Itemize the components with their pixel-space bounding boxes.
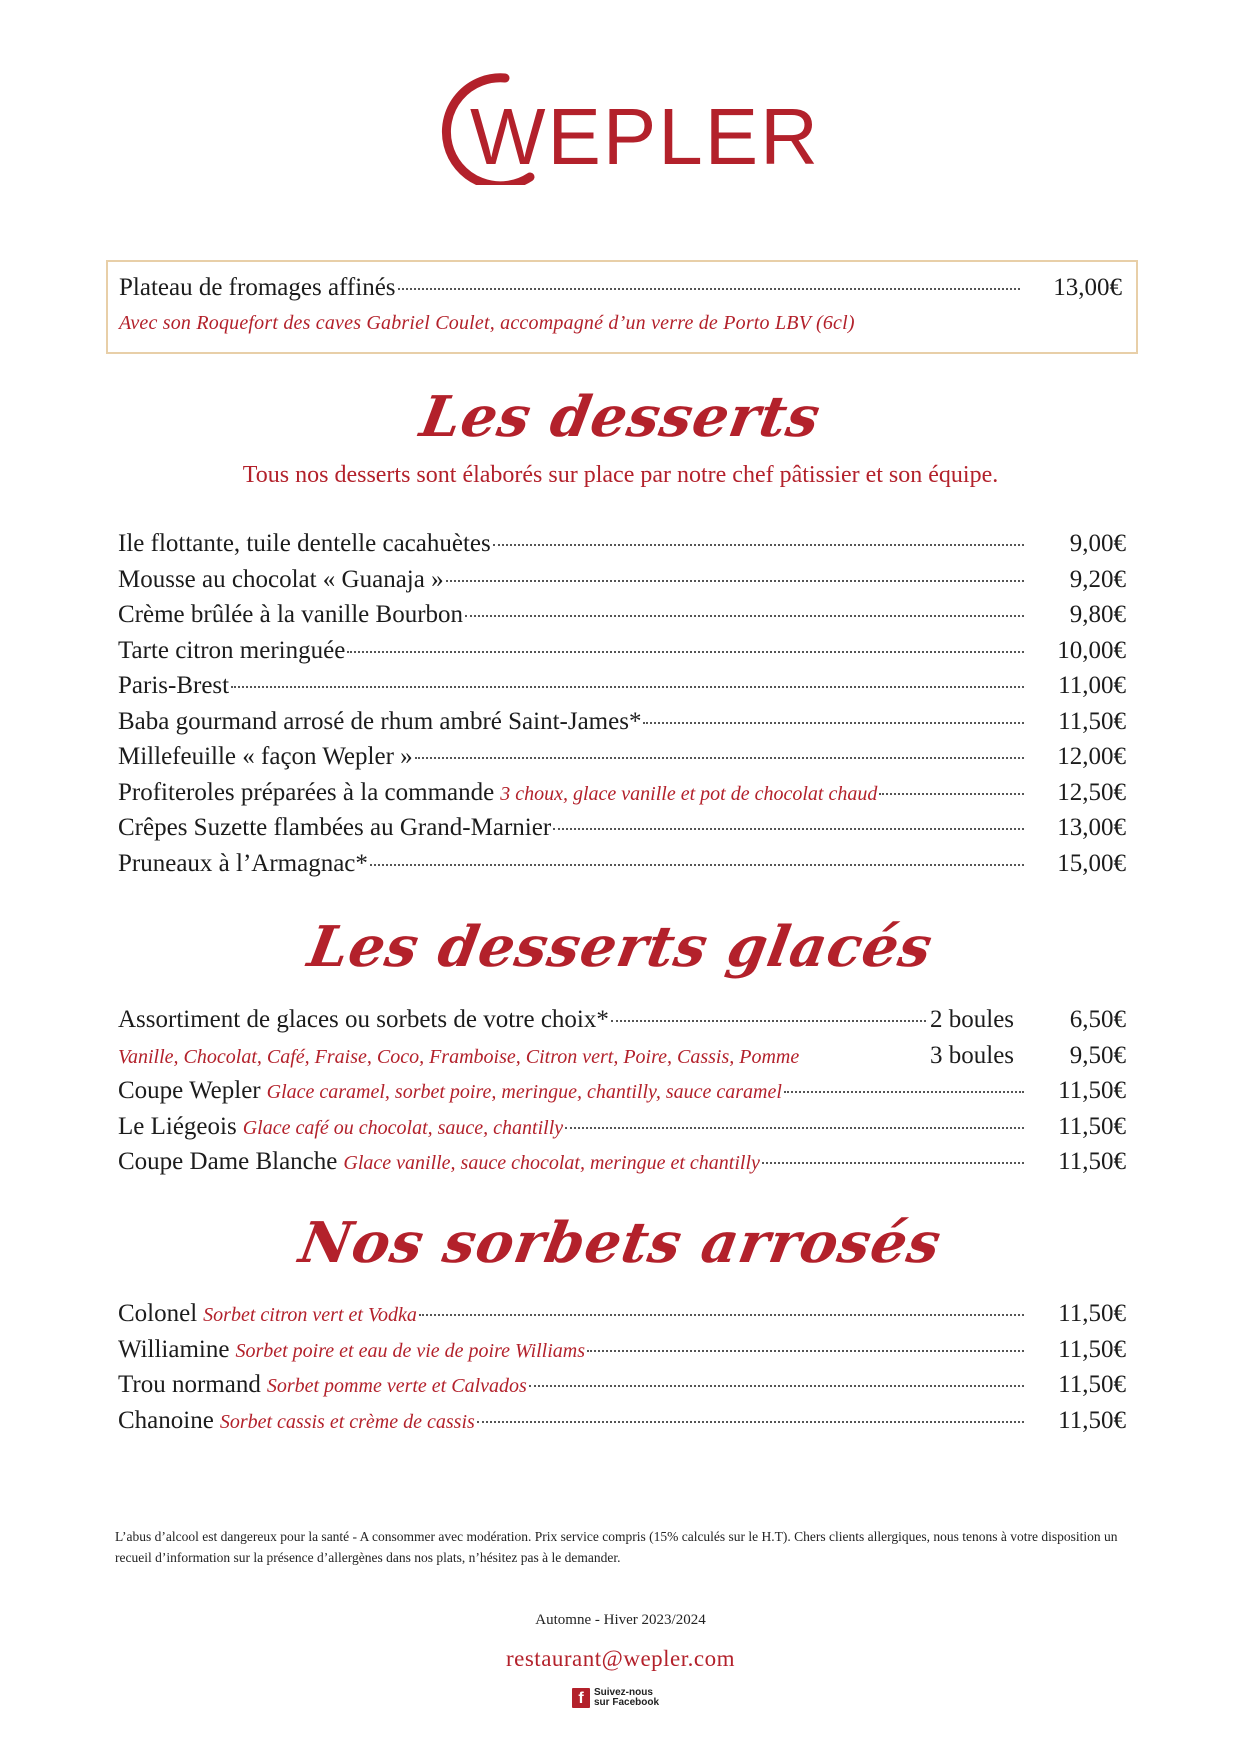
item-price: 11,00€	[1058, 672, 1126, 699]
assortment-item	[118, 1006, 1126, 1042]
item-name: Crêpes Suzette flambées au Grand-Marnier	[118, 814, 552, 841]
sorbets-title: Nos sorbets arrosés	[294, 1210, 947, 1276]
menu-item	[118, 1300, 1126, 1336]
sorbets-list	[118, 1300, 1126, 1442]
menu-item	[118, 743, 1126, 779]
item-name: Plateau de fromages affinés	[119, 274, 396, 301]
item-price: 13,00€	[1053, 274, 1122, 301]
item-name: Coupe Wepler	[118, 1077, 261, 1104]
item-price: 11,50€	[1058, 707, 1126, 735]
item-description: Sorbet pomme verte et Calvados	[266, 1375, 527, 1397]
leader-dots	[553, 828, 1024, 830]
item-name: Crème brûlée à la vanille Bourbon	[118, 601, 464, 628]
item-name: Assortiment de glaces ou sorbets de votre choix*	[118, 1006, 609, 1033]
desserts-list	[118, 530, 1126, 885]
item-price: 9,00€	[1069, 530, 1126, 557]
iced-desserts-title: Les desserts glacés	[303, 914, 938, 980]
assortment-flavours-line	[118, 1042, 1126, 1078]
item-name: Pruneaux à l’Armagnac*	[118, 849, 368, 877]
leader-dots	[370, 864, 1024, 866]
desserts-intro: Tous nos desserts sont élaborés sur place par notre chef pâtissier et son équipe.	[242, 462, 999, 488]
facebook-label	[594, 1688, 659, 1708]
menu-item	[118, 850, 1126, 886]
leader-dots	[529, 1385, 1024, 1387]
leader-dots	[398, 288, 1020, 290]
iced-items	[118, 1077, 1126, 1184]
item-quantity: 2 boules	[930, 1006, 1015, 1033]
item-price: 11,50€	[1058, 1300, 1126, 1327]
menu-item	[118, 1113, 1126, 1149]
cheese-platter-description: Avec son Roquefort des caves Gabriel Coulet, accompagné d’un verre de Porto LBV (6cl)	[119, 312, 855, 334]
leader-dots	[347, 651, 1024, 653]
item-price: 9,80€	[1069, 601, 1126, 628]
leader-dots	[231, 686, 1024, 688]
item-price: 11,50€	[1058, 1077, 1126, 1104]
leader-dots	[419, 1314, 1024, 1316]
leader-dots	[465, 615, 1024, 617]
leader-dots	[446, 580, 1024, 582]
item-price: 9,50€	[1069, 1041, 1126, 1069]
item-price: 12,00€	[1057, 743, 1126, 770]
menu-item	[118, 637, 1126, 673]
contact-email[interactable]: restaurant@wepler.com	[505, 1646, 735, 1671]
leader-dots	[643, 722, 1024, 724]
item-name: Coupe Dame Blanche	[118, 1148, 338, 1175]
menu-item	[118, 601, 1126, 637]
menu-item	[118, 1336, 1126, 1372]
item-price: 10,00€	[1057, 636, 1126, 664]
leader-dots	[879, 793, 1024, 795]
item-name: Ile flottante, tuile dentelle cacahuètes	[118, 530, 491, 557]
svg-text:WEPLER: WEPLER	[470, 92, 820, 181]
item-name: Mousse au chocolat « Guanaja »	[118, 565, 444, 593]
menu-item	[118, 1148, 1126, 1184]
facebook-label-line1: Suivez-nous	[594, 1687, 653, 1698]
item-price: 12,50€	[1057, 778, 1126, 806]
item-name: Millefeuille « façon Wepler »	[118, 743, 413, 770]
item-price: 9,20€	[1069, 565, 1126, 593]
cheese-platter-box	[106, 260, 1138, 354]
item-quantity: 3 boules	[930, 1041, 1015, 1069]
menu-item	[118, 672, 1126, 708]
leader-dots	[565, 1127, 1024, 1129]
facebook-label-line2: sur Facebook	[594, 1697, 660, 1708]
item-description: Sorbet cassis et crème de cassis	[219, 1410, 475, 1433]
menu-item	[118, 779, 1126, 815]
item-price: 15,00€	[1057, 849, 1126, 877]
cheese-platter-item	[119, 274, 1122, 310]
menu-item	[118, 1077, 1126, 1113]
leader-dots	[762, 1162, 1024, 1164]
leader-dots	[587, 1350, 1024, 1352]
item-name: Colonel	[118, 1300, 198, 1327]
item-description: Sorbet citron vert et Vodka	[203, 1304, 417, 1326]
flavours-list: Vanille, Chocolat, Café, Fraise, Coco, Framboise, Citron vert, Poire, Cassis, Pomme	[118, 1045, 800, 1068]
desserts-title: Les desserts	[415, 384, 826, 450]
facebook-link[interactable]	[572, 1688, 659, 1708]
season-label: Automne - Hiver 2023/2024	[535, 1612, 706, 1628]
item-description: Sorbet poire et eau de vie de poire Williams	[235, 1339, 586, 1362]
item-price: 13,00€	[1057, 814, 1126, 841]
menu-item	[118, 814, 1126, 850]
menu-item	[118, 1371, 1126, 1407]
item-price: 11,50€	[1058, 1335, 1126, 1363]
menu-item	[118, 566, 1126, 602]
menu-item	[118, 530, 1126, 566]
item-description: Glace café ou chocolat, sauce, chantilly	[242, 1116, 564, 1139]
item-price: 11,50€	[1058, 1112, 1126, 1140]
item-name: Chanoine	[118, 1406, 214, 1434]
leader-dots	[493, 544, 1024, 546]
item-name: Paris-Brest	[118, 672, 230, 699]
item-name: Trou normand	[118, 1371, 261, 1398]
menu-item	[118, 708, 1126, 744]
item-description: 3 choux, glace vanille et pot de chocolat chaud	[500, 782, 878, 805]
item-description: Glace vanille, sauce chocolat, meringue et chantilly	[343, 1152, 760, 1174]
item-price: 11,50€	[1058, 1406, 1126, 1434]
item-name: Profiteroles préparées à la commande	[118, 778, 495, 806]
wepler-logo	[430, 70, 820, 185]
leader-dots	[415, 757, 1024, 759]
item-description: Glace caramel, sorbet poire, meringue, chantilly, sauce caramel	[266, 1081, 782, 1103]
menu-item	[118, 1407, 1126, 1443]
item-name: Le Liégeois	[118, 1112, 237, 1140]
leader-dots	[477, 1421, 1024, 1423]
item-name: Williamine	[118, 1335, 230, 1363]
leader-dots	[784, 1091, 1024, 1093]
iced-desserts-list	[118, 1006, 1126, 1184]
item-name: Baba gourmand arrosé de rhum ambré Saint-James*	[118, 707, 642, 735]
item-price: 11,50€	[1058, 1371, 1126, 1398]
leader-dots	[611, 1020, 926, 1022]
facebook-icon: f	[572, 1688, 590, 1708]
item-price: 6,50€	[1069, 1006, 1126, 1033]
item-price: 11,50€	[1058, 1148, 1126, 1175]
item-name: Tarte citron meringuée	[118, 636, 346, 664]
legal-notice: L’abus d’alcool est dangereux pour la santé - A consommer avec modération. Prix service compris (15% calculés sur le H.T). Chers clients allergiques, nous tenons à votre disposition un recueil d’information sur la présence d’allergènes dans nos plats, n’hésitez pas à le demander.	[115, 1529, 1118, 1565]
